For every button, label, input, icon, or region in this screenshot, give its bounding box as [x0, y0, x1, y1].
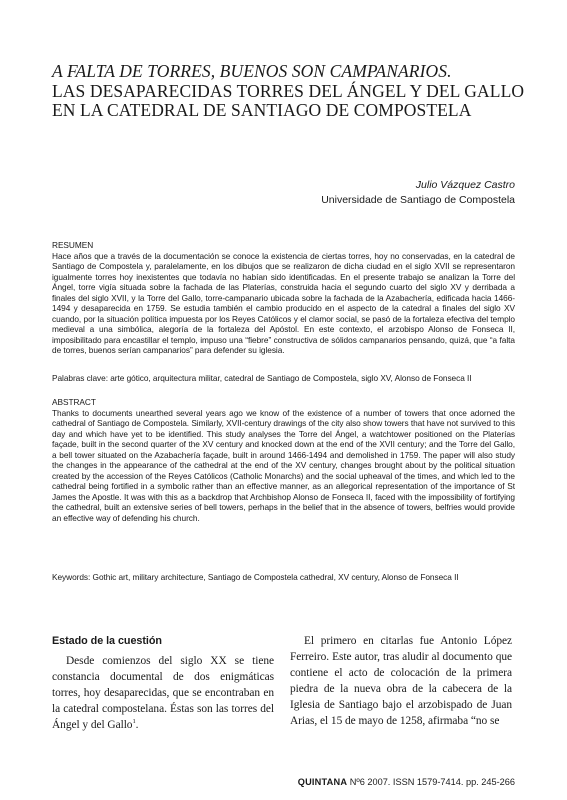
- title-line-1: A FALTA DE TORRES, BUENOS SON CAMPANARIOS.: [52, 61, 452, 81]
- left-paragraph-text: Desde comienzos del siglo XX se tiene constancia documental de dos enigmáticas torres, hoy desaparecidas, que se encontraban en la catedral compostelana. Éstas son las torres del Ángel y del Gallo: [52, 655, 274, 731]
- left-paragraph-end: .: [135, 719, 139, 731]
- title-line-3: EN LA CATEDRAL DE SANTIAGO DE COMPOSTELA: [52, 100, 472, 120]
- author-block: [321, 178, 515, 208]
- keywords-spanish: Palabras clave: arte gótico, arquitectura militar, catedral de Santiago de Compostela, siglo XV, Alonso de Fonseca II: [52, 373, 472, 383]
- resumen-text: Hace años que a través de la documentación se conoce la existencia de ciertas torres, hoy no conservadas, en la catedral de Santiago de Compostela y, paralelamente, en los dibujos que se realizaron de dicha ciudad en el siglo XVII se representaron igualmente torres hoy inexistentes que todavía no habían sido identificadas. En el presente trabajo se analizan la Torre del Ángel, torre vigía situada sobre la fachada de las Platerías, construida hacia el segundo cuarto del siglo XV y derribada a finales del siglo XVII, y la Torre del Gallo, torre-campanario ubicada sobre la fachada de la Azabachería, edificada hacia 1466-1494 y desaparecida en 1759. Se estudia también el cambio producido en el aspecto de la catedral a finales del siglo XV cuando, por la situación política impuesta por los Reyes Católicos y el clamor social, se pasó de la fortaleza efectiva del templo medieval a una simbólica, alegoría de la fortaleza del Apóstol. En este contexto, el arzobispo Alonso de Fonseca II, imposibilitado para encastillar el templo, impuso una “fiebre” constructiva de sólidos campanarios pensando, quizá, que “a falta de torres, buenos serían campanarios” para defender su iglesia.: [52, 250, 515, 356]
- resumen-heading: RESUMEN: [52, 240, 94, 250]
- abstract-section: [52, 397, 515, 524]
- right-paragraph-text: El primero en citarlas fue Antonio López Ferreiro. Este autor, tras aludir al documento que contiene el acto de colocación de la primera piedra de la nueva obra de la cabecera de la Iglesia de Santiago bajo el arzobispado de Juan Arias, el 15 de mayo de 1258, afirmaba “no se: [290, 635, 512, 727]
- section-title: Estado de la cuestión: [52, 635, 162, 647]
- title-line-2: LAS DESAPARECIDAS TORRES DEL ÁNGEL Y DEL GALLO: [52, 80, 525, 101]
- left-paragraph: [52, 653, 274, 733]
- resumen-section: [52, 240, 515, 356]
- body-column-left: [52, 633, 274, 733]
- keywords-english: Keywords: Gothic art, military architecture, Santiago de Compostela cathedral, XV century, Alonso de Fonseca II: [52, 572, 459, 582]
- abstract-heading: ABSTRACT: [52, 397, 96, 407]
- journal-info: Nº6 2007. ISSN 1579-7414. pp. 245-266: [349, 777, 515, 787]
- author-name: Julio Vázquez Castro: [415, 179, 515, 191]
- body-column-right: [290, 633, 512, 729]
- article-title: [52, 62, 532, 121]
- author-affiliation: Universidade de Santiago de Compostela: [321, 194, 515, 206]
- page-footer: [298, 777, 515, 787]
- journal-name: QUINTANA: [297, 777, 348, 787]
- abstract-text: Thanks to documents unearthed several years ago we know of the existence of a number of towers that once adorned the cathedral of Santiago de Compostela. Similarly, XVII-century drawings of the city also show towers that have not survived to this day and which have yet to be identified. This study analyses the Torre del Ángel, a watchtower positioned on the Platerías façade, built in the second quarter of the XV century and knocked down at the end of the XVII century; and the Torre del Gallo, a bell tower situated on the Azabachería façade, built in around 1466-1494 and demolished in 1759. The paper will also study the changes in the appearance of the cathedral at the end of the XV century, changes brought about by the political situation created by the accession of the Reyes Católicos (Catholic Monarchs) and the social upheaval of the times, and which led to the cathedral being fortified in a symbolic rather than an effective manner, as an allegorical representation of the importance of St James the Apostle. It was with this as a backdrop that Archbishop Alonso de Fonseca II, faced with the impossibility of fortifying the cathedral, built an extensive series of bell towers, perhaps in the belief that in the absence of towers, belfries would provide an effective way of defending his church.: [52, 407, 515, 524]
- footnote-marker[interactable]: 1: [132, 718, 136, 726]
